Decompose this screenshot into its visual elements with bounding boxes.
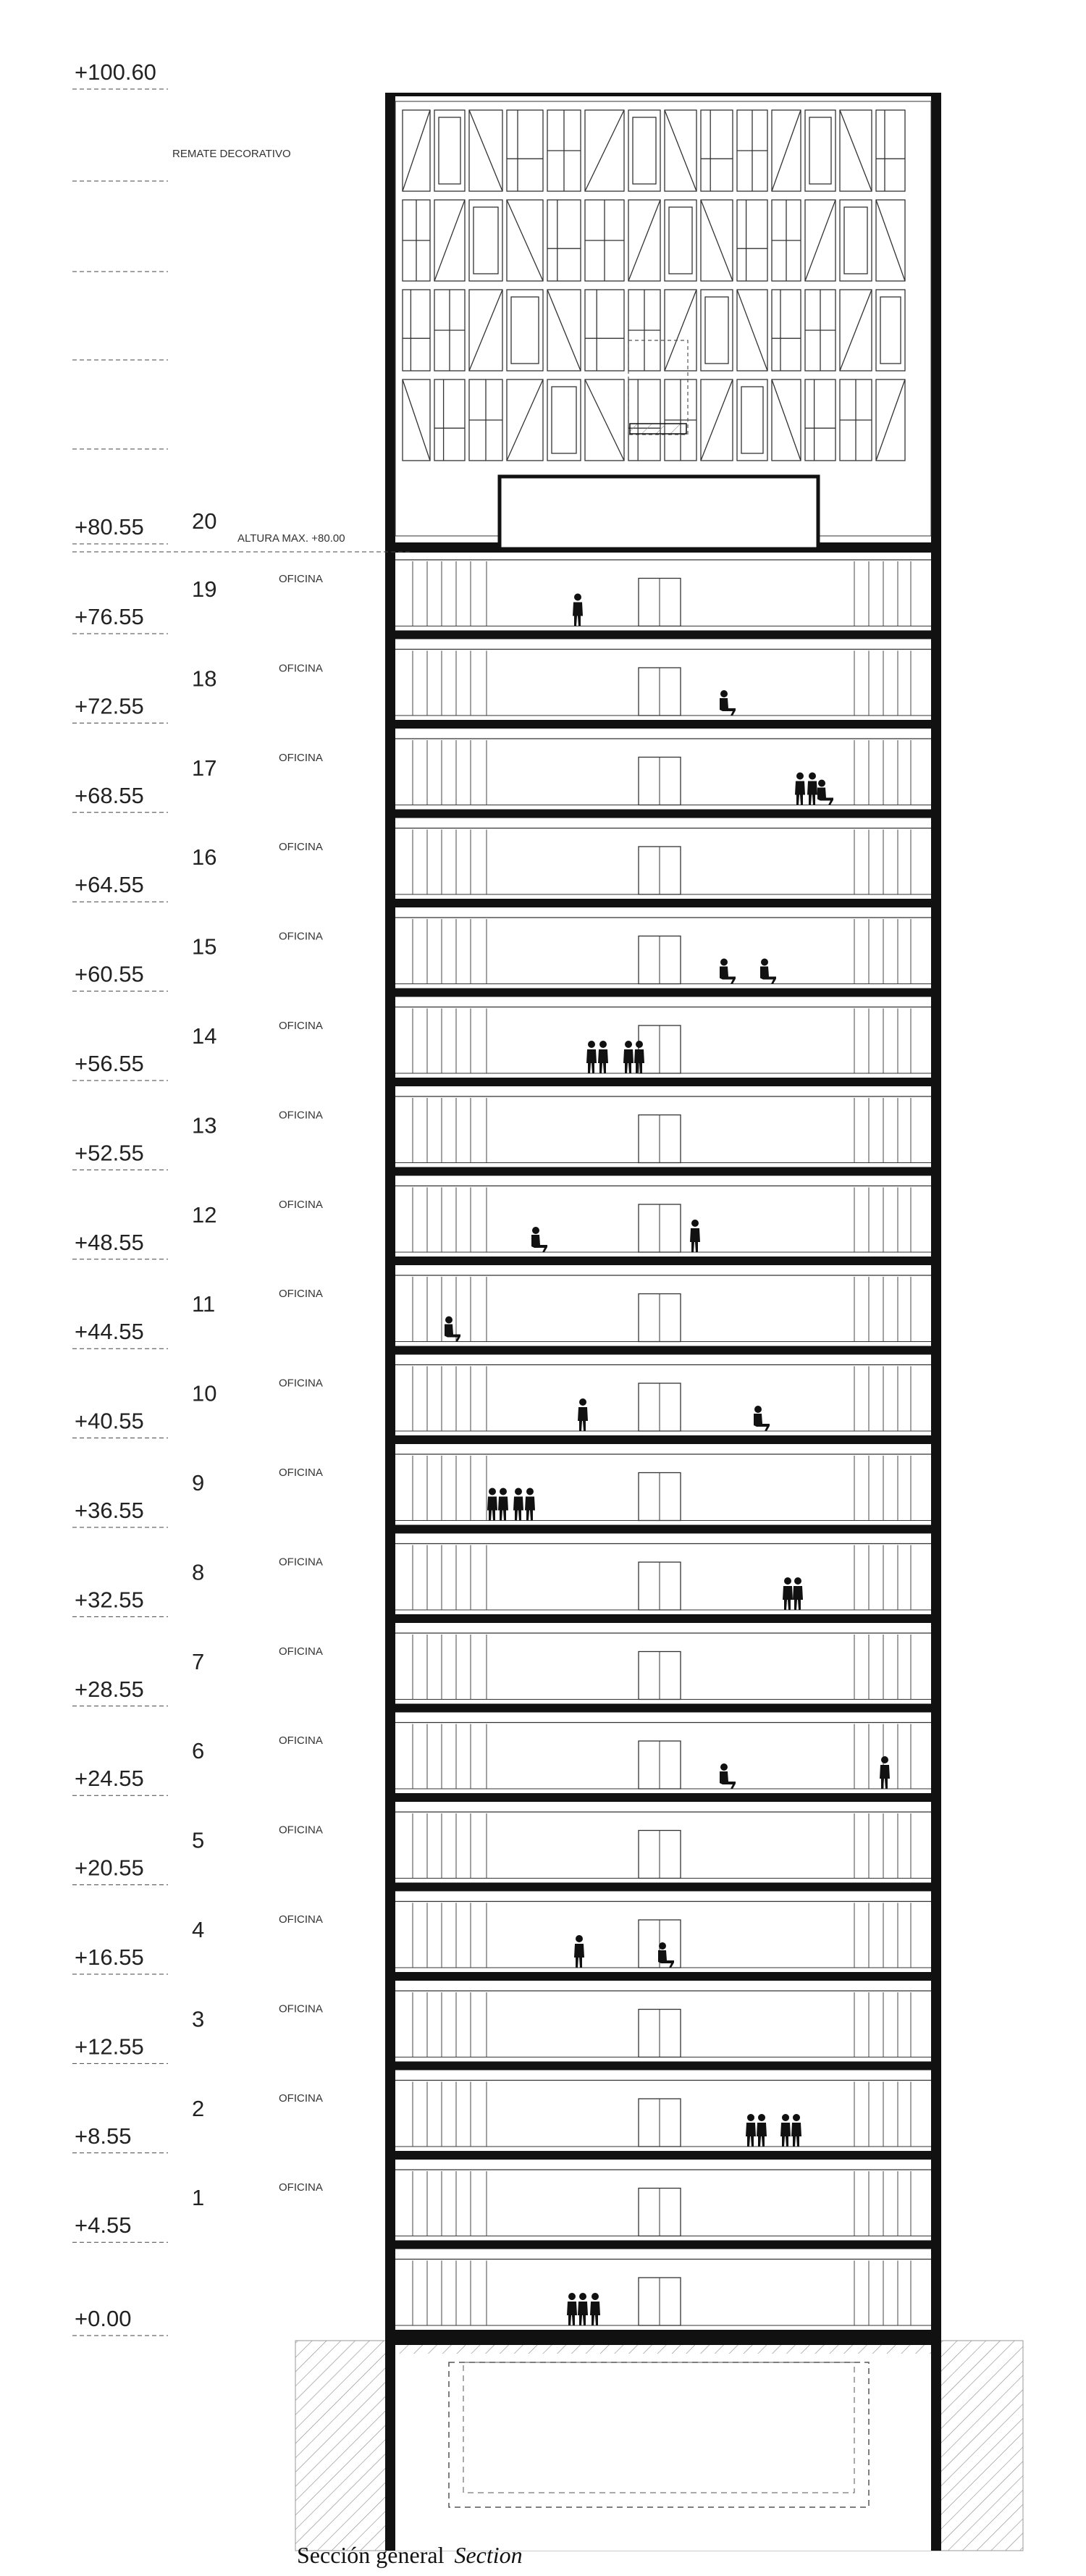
standing-person-figure xyxy=(574,1935,584,1968)
caption-spanish: Sección general xyxy=(297,2542,445,2568)
level-elevation-label: +100.60 xyxy=(75,59,156,85)
slab xyxy=(385,899,941,907)
roof-plant-box xyxy=(500,477,818,549)
standing-person-figure xyxy=(498,1488,508,1521)
floor-number: 14 xyxy=(192,1023,217,1049)
seated-person-figure xyxy=(817,780,833,805)
level-elevation-label: +60.55 xyxy=(75,961,144,987)
ground-slab xyxy=(385,2332,941,2345)
seated-person-figure xyxy=(720,959,736,984)
crown-label: REMATE DECORATIVO xyxy=(172,148,291,160)
floor-number: 10 xyxy=(192,1380,217,1406)
slab xyxy=(385,1614,941,1623)
floor-number: 5 xyxy=(192,1827,205,1853)
standing-person-figure xyxy=(573,594,583,626)
floor-number: 20 xyxy=(192,508,217,534)
floor-number: 2 xyxy=(192,2095,205,2121)
caption-english: Section xyxy=(454,2542,523,2568)
floor-use-label: OFICINA xyxy=(279,1020,323,1032)
floor-number: 9 xyxy=(192,1470,205,1495)
level-elevation-label: +28.55 xyxy=(75,1676,144,1702)
floor-use-label: OFICINA xyxy=(279,1734,323,1748)
level-elevation-label: +0.00 xyxy=(75,2306,132,2331)
floor-use-label: OFICINA xyxy=(279,1198,323,1211)
standing-person-figure xyxy=(783,1577,793,1610)
basement-void xyxy=(385,2354,941,2551)
seated-person-figure xyxy=(760,959,776,984)
standing-person-figure xyxy=(795,773,805,805)
floor-number: 8 xyxy=(192,1559,205,1585)
slab xyxy=(385,2151,941,2160)
standing-person-figure xyxy=(513,1488,523,1521)
standing-person-figure xyxy=(487,1488,497,1521)
standing-person-figure xyxy=(780,2114,791,2147)
standing-person-figure xyxy=(634,1041,644,1073)
floor-use-label: OFICINA xyxy=(279,930,323,943)
standing-person-figure xyxy=(598,1041,608,1073)
floor-use-label: OFICINA xyxy=(279,662,323,675)
drawing-caption xyxy=(297,2542,523,2569)
seated-person-figure xyxy=(658,1942,674,1968)
floor-number: 18 xyxy=(192,666,217,692)
level-elevation-label: +68.55 xyxy=(75,782,144,808)
floor-number: 15 xyxy=(192,934,217,960)
slab xyxy=(385,1704,941,1713)
roof-line xyxy=(385,93,941,96)
slab xyxy=(385,1793,941,1802)
slab xyxy=(385,1256,941,1265)
level-elevation-label: +20.55 xyxy=(75,1855,144,1881)
floor-number: 6 xyxy=(192,1738,205,1764)
slab xyxy=(385,989,941,997)
slab xyxy=(385,1883,941,1892)
slab xyxy=(385,1972,941,1981)
floor-number: 4 xyxy=(192,1917,205,1942)
floor-number: 3 xyxy=(192,2006,205,2032)
floor-use-label: OFICINA xyxy=(279,1824,323,1837)
max-height-label: ALTURA MAX. +80.00 xyxy=(237,532,345,545)
level-elevation-label: +56.55 xyxy=(75,1051,144,1076)
floor-number: 16 xyxy=(192,844,217,870)
seated-person-figure xyxy=(720,1763,736,1789)
standing-person-figure xyxy=(623,1041,634,1073)
floor-use-label: OFICINA xyxy=(279,2002,323,2015)
floor-number: 19 xyxy=(192,576,217,602)
level-elevation-label: +4.55 xyxy=(75,2212,132,2239)
floor-number: 12 xyxy=(192,1201,217,1228)
seated-person-figure xyxy=(754,1406,770,1431)
level-elevation-label: +80.55 xyxy=(75,514,144,540)
slab xyxy=(385,1435,941,1444)
floor-use-label: OFICINA xyxy=(279,2092,323,2105)
slab xyxy=(385,2062,941,2071)
floor-use-label: OFICINA xyxy=(279,1467,323,1479)
ground-hatch xyxy=(295,2341,1023,2551)
standing-person-figure xyxy=(525,1488,535,1521)
level-elevation-label: +44.55 xyxy=(75,1319,144,1345)
level-elevation-label: +32.55 xyxy=(75,1587,144,1613)
floor-use-label: OFICINA xyxy=(279,1109,323,1122)
right-exterior-wall xyxy=(931,94,941,2551)
standing-person-figure xyxy=(880,1756,890,1789)
level-elevation-label: +76.55 xyxy=(75,604,144,629)
standing-person-figure xyxy=(690,1220,700,1252)
standing-person-figure xyxy=(807,773,817,805)
standing-person-figure xyxy=(590,2293,600,2325)
level-elevation-label: +52.55 xyxy=(75,1140,144,1166)
slab xyxy=(385,810,941,818)
floor-number: 1 xyxy=(192,2185,205,2211)
level-elevation-label: +24.55 xyxy=(75,1766,144,1792)
level-elevation-label: +12.55 xyxy=(75,2034,144,2060)
slab xyxy=(385,1525,941,1534)
slab xyxy=(385,2241,941,2249)
level-elevation-label: +8.55 xyxy=(75,2123,132,2149)
floor-use-label: OFICINA xyxy=(279,1913,323,1926)
seated-person-figure xyxy=(445,1317,460,1342)
seated-person-figure xyxy=(531,1227,547,1252)
floor-use-label: OFICINA xyxy=(279,1288,323,1301)
floor-use-label: OFICINA xyxy=(279,1556,323,1569)
standing-person-figure xyxy=(793,1577,803,1610)
seated-person-figure xyxy=(720,690,736,716)
standing-person-figure xyxy=(578,1398,588,1431)
slab xyxy=(385,1346,941,1355)
crown-hatched-lintel xyxy=(630,424,686,434)
floor-number: 11 xyxy=(192,1291,216,1317)
standing-person-figure xyxy=(746,2114,756,2147)
crown-frame xyxy=(395,101,931,536)
floor-number: 17 xyxy=(192,755,217,781)
slab xyxy=(385,1167,941,1176)
floor-use-label: OFICINA xyxy=(279,573,323,585)
floor-number: 13 xyxy=(192,1112,217,1138)
floor-number: 7 xyxy=(192,1648,205,1674)
floor-use-label: OFICINA xyxy=(279,751,323,764)
standing-person-figure xyxy=(578,2293,588,2325)
slab xyxy=(385,631,941,639)
standing-person-figure xyxy=(586,1041,597,1073)
slab xyxy=(385,720,941,729)
standing-person-figure xyxy=(791,2114,801,2147)
floor-use-label: OFICINA xyxy=(279,841,323,854)
slab xyxy=(385,1078,941,1086)
level-elevation-label: +48.55 xyxy=(75,1229,144,1255)
floor-use-label: OFICINA xyxy=(279,1645,323,1658)
left-exterior-wall xyxy=(385,94,395,2551)
floor-use-label: OFICINA xyxy=(279,1377,323,1390)
level-elevation-label: +40.55 xyxy=(75,1408,144,1434)
floor-use-label: OFICINA xyxy=(279,2181,323,2194)
level-elevation-label: +36.55 xyxy=(75,1498,144,1523)
level-elevation-label: +72.55 xyxy=(75,693,144,719)
decorative-crown xyxy=(395,101,931,549)
level-elevation-label: +64.55 xyxy=(75,872,144,898)
level-annotations xyxy=(72,59,413,2336)
standing-person-figure xyxy=(757,2114,767,2147)
standing-person-figure xyxy=(567,2293,577,2325)
level-elevation-label: +16.55 xyxy=(75,1944,144,1970)
